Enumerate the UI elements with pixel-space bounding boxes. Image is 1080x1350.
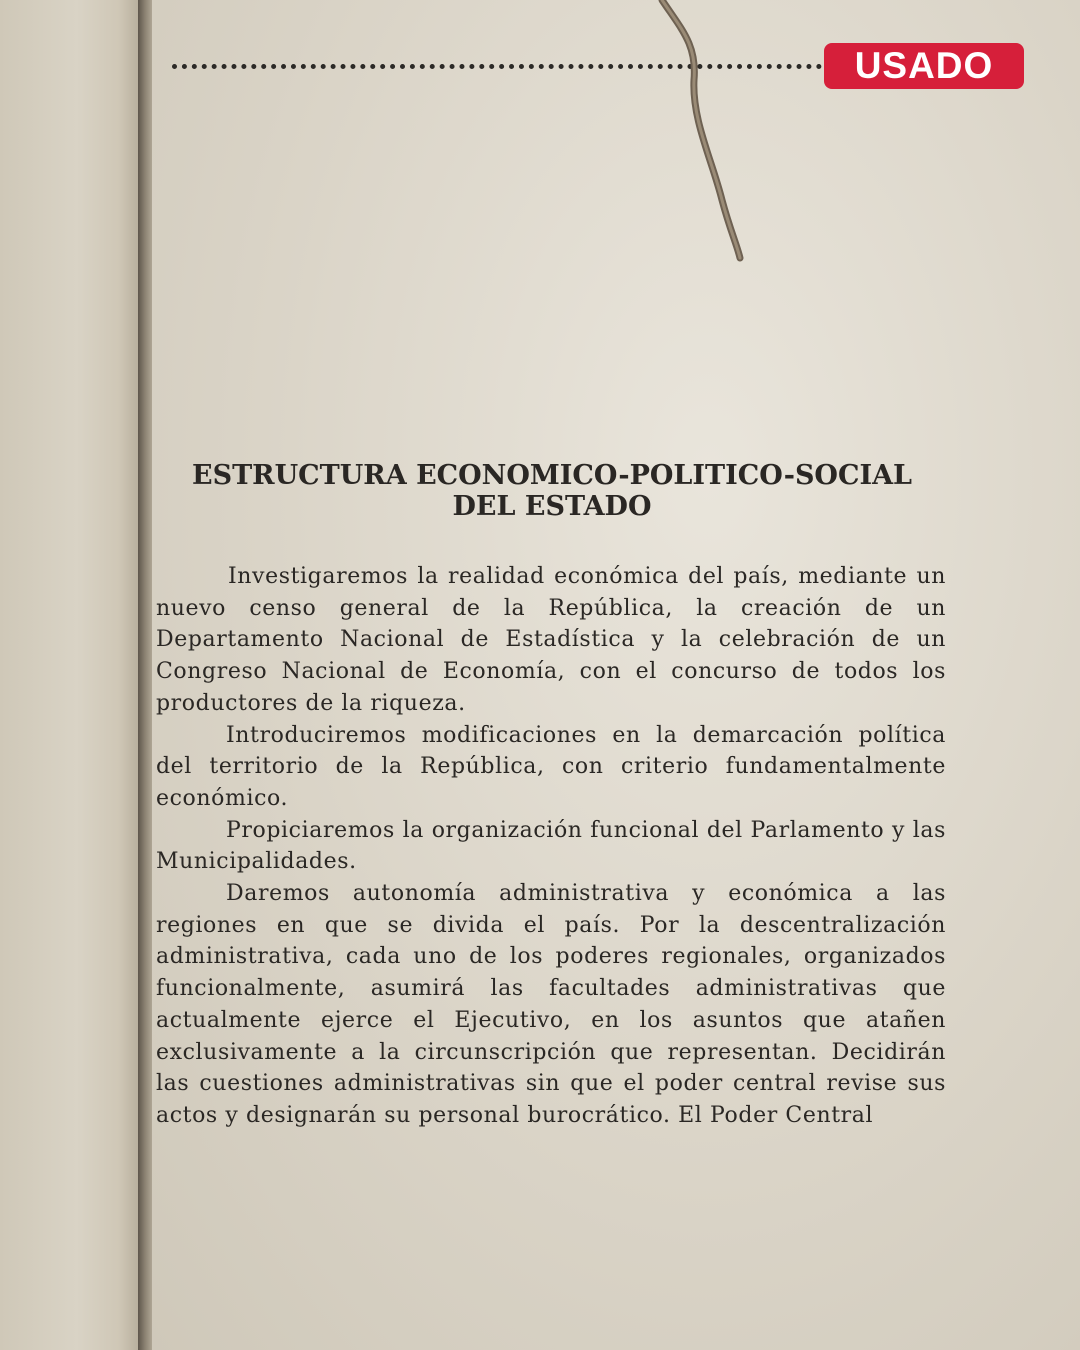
book-page: [152, 0, 1080, 1350]
body-text: [156, 561, 946, 1132]
paragraph: Introduciremos modificaciones en la demarcación política del territorio de la República, con criterio fundamentalmente económico.: [156, 722, 946, 811]
paragraph: Daremos autonomía administrativa y económica a las regiones en que se divida el país. Por la descentralización administrativa, cada uno de los poderes regionales, organizados funcionalmente, asumirá las facultades administrativas que actualmente ejerce el Ejecutivo, en los asuntos que atañen exclusivamente a la circunscripción que representan. Decidirán las cuestiones administrativas sin que el poder central revise sus actos y designarán su personal burocrático. El Poder Central: [156, 881, 946, 1128]
paragraph: Investigaremos la realidad económica del país, mediante un nuevo censo general de la República, la creación de un Departamento Nacional de Estadística y la celebración de un Congreso Nacional de Economía, con el concurso de todos los productores de la riqueza.: [156, 564, 946, 716]
used-badge: USADO: [824, 43, 1024, 89]
heading-line-2: DEL ESTADO: [452, 491, 652, 522]
left-page: [0, 0, 140, 1350]
decorative-rule: [172, 64, 822, 69]
paragraph: Propiciaremos la organización funcional del Parlamento y las Municipalidades.: [156, 817, 946, 875]
heading-line-1: ESTRUCTURA ECONOMICO-POLITICO-SOCIAL: [192, 460, 913, 491]
chapter-heading: [192, 460, 912, 522]
